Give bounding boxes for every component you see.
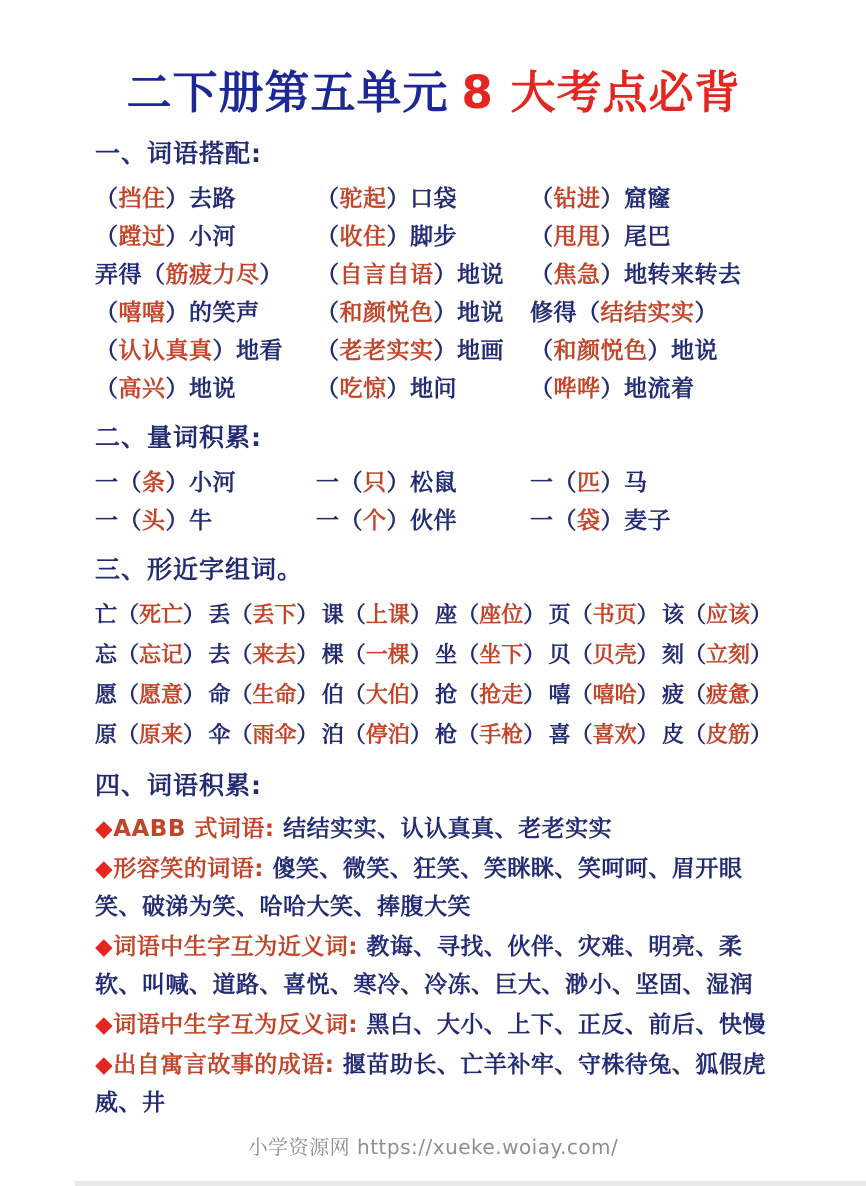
text-segment: 一（ — [316, 470, 363, 497]
text-segment: 喜欢 — [592, 723, 637, 749]
phrase — [549, 678, 659, 709]
phrase — [95, 256, 316, 289]
phrase — [322, 638, 432, 669]
phrase — [549, 638, 659, 669]
phrase — [95, 464, 316, 497]
vocab-label: AABB 式词语: — [113, 815, 284, 842]
text-segment: 和颜悦色 — [339, 300, 434, 327]
diamond-icon: ◆ — [95, 855, 114, 882]
phrase — [316, 294, 530, 327]
text-segment: （ — [530, 338, 554, 365]
phrase — [662, 718, 772, 749]
title-highlight-text: 8 大考点必背 — [461, 66, 741, 119]
text-segment: 匹 — [577, 470, 601, 497]
text-segment: ）松鼠 — [386, 470, 457, 497]
text-segment: ） — [523, 603, 546, 629]
text-segment: ） — [296, 683, 319, 709]
phrase-row — [95, 462, 772, 500]
section-vocabulary-heading: 四、词语积累: — [95, 770, 262, 800]
phrase — [530, 180, 772, 213]
text-segment: 去（ — [208, 643, 253, 669]
vocab-content: 结结实实、认认真真、老老实实 — [283, 815, 613, 842]
phrase — [316, 256, 530, 289]
text-segment: ）地看 — [212, 338, 283, 365]
text-segment: （ — [95, 224, 119, 251]
text-segment: 棵（ — [321, 643, 366, 669]
vocab-label: 出自寓言故事的成语: — [113, 1051, 343, 1078]
text-segment: 死亡 — [139, 603, 184, 629]
text-segment: 结结实实 — [600, 300, 695, 327]
text-segment: 甩甩 — [553, 224, 601, 251]
text-segment: 座位 — [479, 603, 524, 629]
text-segment: 生命 — [252, 683, 297, 709]
vocab-paragraph — [95, 1046, 772, 1122]
text-segment: 嘻哈 — [592, 683, 637, 709]
section-similar-characters-heading: 三、形近字组词。 — [95, 554, 304, 584]
text-segment: ） — [636, 643, 659, 669]
text-segment: ）地问 — [386, 376, 457, 403]
footer-credit: 小学资源网 https://xueke.woiay.com/ — [247, 1135, 619, 1159]
section-vocabulary — [95, 766, 772, 1122]
vocab-paragraph — [95, 1006, 772, 1044]
text-segment: 原来 — [139, 723, 184, 749]
vocab-label: 形容笑的词语: — [113, 855, 273, 882]
text-segment: 驼起 — [339, 186, 387, 213]
text-segment: 大伯 — [365, 683, 410, 709]
phrase — [208, 598, 318, 629]
text-segment: ） — [694, 300, 718, 327]
vocab-paragraph — [95, 810, 772, 848]
text-segment: 挡住 — [118, 186, 166, 213]
phrase — [549, 718, 659, 749]
text-segment: ） — [183, 683, 206, 709]
text-segment: 一（ — [530, 508, 577, 535]
text-segment: ） — [183, 643, 206, 669]
phrase-row — [95, 254, 772, 292]
section-measure-words — [95, 418, 772, 538]
phrase-row — [95, 634, 772, 674]
phrase — [530, 332, 772, 365]
phrase — [530, 370, 772, 403]
phrase — [662, 678, 772, 709]
text-segment: 座（ — [435, 603, 480, 629]
text-segment: ） — [409, 603, 432, 629]
text-segment: ） — [749, 683, 772, 709]
phrase-row — [95, 178, 772, 216]
text-segment: 泊（ — [321, 723, 366, 749]
text-segment: 该（ — [661, 603, 706, 629]
section-word-matching-rows — [95, 178, 772, 406]
text-segment: （ — [316, 376, 340, 403]
text-segment: （ — [530, 376, 554, 403]
text-segment: 愿（ — [95, 683, 140, 709]
phrase — [95, 180, 316, 213]
section-word-matching-heading: 一、词语搭配: — [95, 138, 262, 168]
phrase — [530, 294, 772, 327]
text-segment: ） — [523, 683, 546, 709]
text-segment: （ — [530, 186, 554, 213]
text-segment: （ — [530, 224, 554, 251]
section-vocabulary-paragraphs — [95, 810, 772, 1122]
phrase — [95, 678, 205, 709]
section-measure-words-heading: 二、量词积累: — [95, 422, 262, 452]
phrase — [322, 598, 432, 629]
text-segment: 一棵 — [365, 643, 410, 669]
text-segment: ） — [523, 643, 546, 669]
diamond-icon: ◆ — [95, 1011, 114, 1038]
phrase — [208, 678, 318, 709]
text-segment: 条 — [142, 470, 166, 497]
text-segment: 坐下 — [479, 643, 524, 669]
phrase — [316, 332, 530, 365]
text-segment: 伯（ — [321, 683, 366, 709]
text-segment: 和颜悦色 — [553, 338, 648, 365]
section-measure-words-rows — [95, 462, 772, 538]
text-segment: 弄得（ — [95, 262, 166, 289]
text-segment: 吃惊 — [339, 376, 387, 403]
text-segment: 亡（ — [95, 603, 140, 629]
text-segment: ）地说 — [433, 300, 504, 327]
phrase — [316, 464, 530, 497]
text-segment: ） — [409, 683, 432, 709]
text-segment: ）地说 — [647, 338, 718, 365]
diamond-icon: ◆ — [95, 933, 114, 960]
vocab-label: 词语中生字互为近义词: — [113, 933, 367, 960]
vocab-content: 揠苗助长、亡羊补牢、守株待兔、狐假虎威、井 — [95, 1051, 766, 1116]
page-title — [95, 64, 772, 122]
text-segment: 丢下 — [252, 603, 297, 629]
vocab-content: 傻笑、微笑、狂笑、笑眯眯、笑呵呵、眉开眼笑、破涕为笑、哈哈大笑、捧腹大笑 — [95, 855, 743, 920]
text-segment: 抢走 — [479, 683, 524, 709]
text-segment: 一（ — [316, 508, 363, 535]
page-edge-line — [75, 1181, 866, 1186]
text-segment: 疲惫 — [705, 683, 750, 709]
phrase-row — [95, 330, 772, 368]
text-segment: ） — [636, 683, 659, 709]
text-segment: 只 — [363, 470, 387, 497]
text-segment: 坐（ — [435, 643, 480, 669]
phrase — [530, 464, 772, 497]
text-segment: ） — [749, 603, 772, 629]
text-segment: （ — [95, 376, 119, 403]
text-segment: ） — [296, 723, 319, 749]
text-segment: ）地说 — [433, 262, 504, 289]
phrase-row — [95, 216, 772, 254]
vocab-paragraph — [95, 850, 772, 926]
vocab-label: 词语中生字互为反义词: — [113, 1011, 367, 1038]
text-segment: （ — [316, 186, 340, 213]
text-segment: ） — [636, 723, 659, 749]
phrase-row — [95, 714, 772, 754]
text-segment: 抢（ — [435, 683, 480, 709]
text-segment: （ — [95, 186, 119, 213]
phrase — [662, 638, 772, 669]
section-word-matching — [95, 134, 772, 406]
phrase-row — [95, 368, 772, 406]
text-segment: 喜（ — [548, 723, 593, 749]
text-segment: 个 — [363, 508, 387, 535]
text-segment: 一（ — [530, 470, 577, 497]
text-segment: ）地转来转去 — [600, 262, 742, 289]
section-similar-characters — [95, 550, 772, 754]
text-segment: 筋疲力尽 — [165, 262, 260, 289]
text-segment: 蹚过 — [118, 224, 166, 251]
vocab-content: 黑白、大小、上下、正反、前后、快慢 — [366, 1011, 766, 1038]
vocab-content: 教诲、寻找、伙伴、灾难、明亮、柔软、叫喊、道路、喜悦、寒冷、冷冻、巨大、渺小、坚固、湿润 — [95, 933, 753, 998]
text-segment: 高兴 — [118, 376, 166, 403]
text-segment: 忘记 — [139, 643, 184, 669]
text-segment: ）小河 — [165, 470, 236, 497]
text-segment: 伞（ — [208, 723, 253, 749]
text-segment: 雨伞 — [252, 723, 297, 749]
phrase — [316, 502, 530, 535]
text-segment: 钻进 — [553, 186, 601, 213]
text-segment: ）地说 — [165, 376, 236, 403]
phrase — [95, 502, 316, 535]
text-segment: 来去 — [252, 643, 297, 669]
phrase — [435, 678, 545, 709]
phrase — [530, 256, 772, 289]
phrase — [322, 718, 432, 749]
text-segment: ）去路 — [165, 186, 236, 213]
text-segment: 停泊 — [365, 723, 410, 749]
phrase — [530, 502, 772, 535]
text-segment: 丢（ — [208, 603, 253, 629]
text-segment: ） — [409, 723, 432, 749]
section-similar-characters-rows — [95, 594, 772, 754]
text-segment: ） — [409, 643, 432, 669]
phrase-row — [95, 674, 772, 714]
text-segment: ） — [523, 723, 546, 749]
text-segment: 枪（ — [435, 723, 480, 749]
text-segment: ）地流着 — [600, 376, 695, 403]
vocab-paragraph — [95, 928, 772, 1004]
text-segment: 刻（ — [661, 643, 706, 669]
text-segment: （ — [316, 300, 340, 327]
phrase — [316, 370, 530, 403]
diamond-icon: ◆ — [95, 815, 114, 842]
phrase-row — [95, 594, 772, 634]
text-segment: 老老实实 — [339, 338, 434, 365]
text-segment: ）窟窿 — [600, 186, 671, 213]
text-segment: 课（ — [321, 603, 366, 629]
text-segment: （ — [316, 262, 340, 289]
text-segment: 一（ — [95, 470, 142, 497]
text-segment: 焦急 — [553, 262, 601, 289]
phrase — [549, 598, 659, 629]
text-segment: 认认真真 — [118, 338, 213, 365]
text-segment: 收住 — [339, 224, 387, 251]
text-segment: 应该 — [705, 603, 750, 629]
phrase — [530, 218, 772, 251]
text-segment: 命（ — [208, 683, 253, 709]
text-segment: 书页 — [592, 603, 637, 629]
text-segment: 贝壳 — [592, 643, 637, 669]
phrase — [435, 638, 545, 669]
title-unit-text: 二下册第五单元 — [126, 66, 449, 119]
phrase — [95, 638, 205, 669]
phrase — [208, 718, 318, 749]
text-segment: ） — [749, 723, 772, 749]
phrase — [435, 718, 545, 749]
text-segment: 愿意 — [139, 683, 184, 709]
diamond-icon: ◆ — [95, 1051, 114, 1078]
text-segment: ）尾巴 — [600, 224, 671, 251]
phrase — [662, 598, 772, 629]
phrase — [95, 598, 205, 629]
worksheet-page — [0, 64, 866, 1122]
text-segment: ） — [296, 603, 319, 629]
text-segment: ） — [636, 603, 659, 629]
text-segment: 手枪 — [479, 723, 524, 749]
text-segment: 页（ — [548, 603, 593, 629]
text-segment: 一（ — [95, 508, 142, 535]
text-segment: （ — [316, 224, 340, 251]
text-segment: ）脚步 — [386, 224, 457, 251]
text-segment: 修得（ — [530, 300, 601, 327]
phrase-row — [95, 500, 772, 538]
text-segment: ） — [296, 643, 319, 669]
text-segment: 疲（ — [661, 683, 706, 709]
text-segment: 袋 — [577, 508, 601, 535]
text-segment: （ — [95, 338, 119, 365]
text-segment: ） — [749, 643, 772, 669]
text-segment: 皮（ — [661, 723, 706, 749]
phrase — [316, 180, 530, 213]
text-segment: 贝（ — [548, 643, 593, 669]
text-segment: ） — [183, 723, 206, 749]
text-segment: 立刻 — [705, 643, 750, 669]
text-segment: ）马 — [600, 470, 648, 497]
phrase — [435, 598, 545, 629]
text-segment: 原（ — [95, 723, 140, 749]
text-segment: ） — [183, 603, 206, 629]
phrase — [208, 638, 318, 669]
text-segment: （ — [95, 300, 119, 327]
text-segment: 嘻（ — [548, 683, 593, 709]
text-segment: ）麦子 — [600, 508, 671, 535]
text-segment: 哗哗 — [553, 376, 601, 403]
text-segment: ）牛 — [165, 508, 213, 535]
text-segment: 忘（ — [95, 643, 140, 669]
phrase — [322, 678, 432, 709]
text-segment: 自言自语 — [339, 262, 434, 289]
phrase — [95, 218, 316, 251]
text-segment: ）口袋 — [386, 186, 457, 213]
phrase — [95, 370, 316, 403]
text-segment: 头 — [142, 508, 166, 535]
text-segment: 嘻嘻 — [118, 300, 166, 327]
text-segment: ）的笑声 — [165, 300, 260, 327]
text-segment: 皮筋 — [705, 723, 750, 749]
text-segment: ）地画 — [433, 338, 504, 365]
phrase — [95, 718, 205, 749]
text-segment: 上课 — [365, 603, 410, 629]
text-segment: ）小河 — [165, 224, 236, 251]
text-segment: （ — [316, 338, 340, 365]
text-segment: （ — [530, 262, 554, 289]
text-segment: ）伙伴 — [386, 508, 457, 535]
phrase — [95, 294, 316, 327]
phrase — [316, 218, 530, 251]
phrase-row — [95, 292, 772, 330]
text-segment: ） — [259, 262, 283, 289]
phrase — [95, 332, 316, 365]
